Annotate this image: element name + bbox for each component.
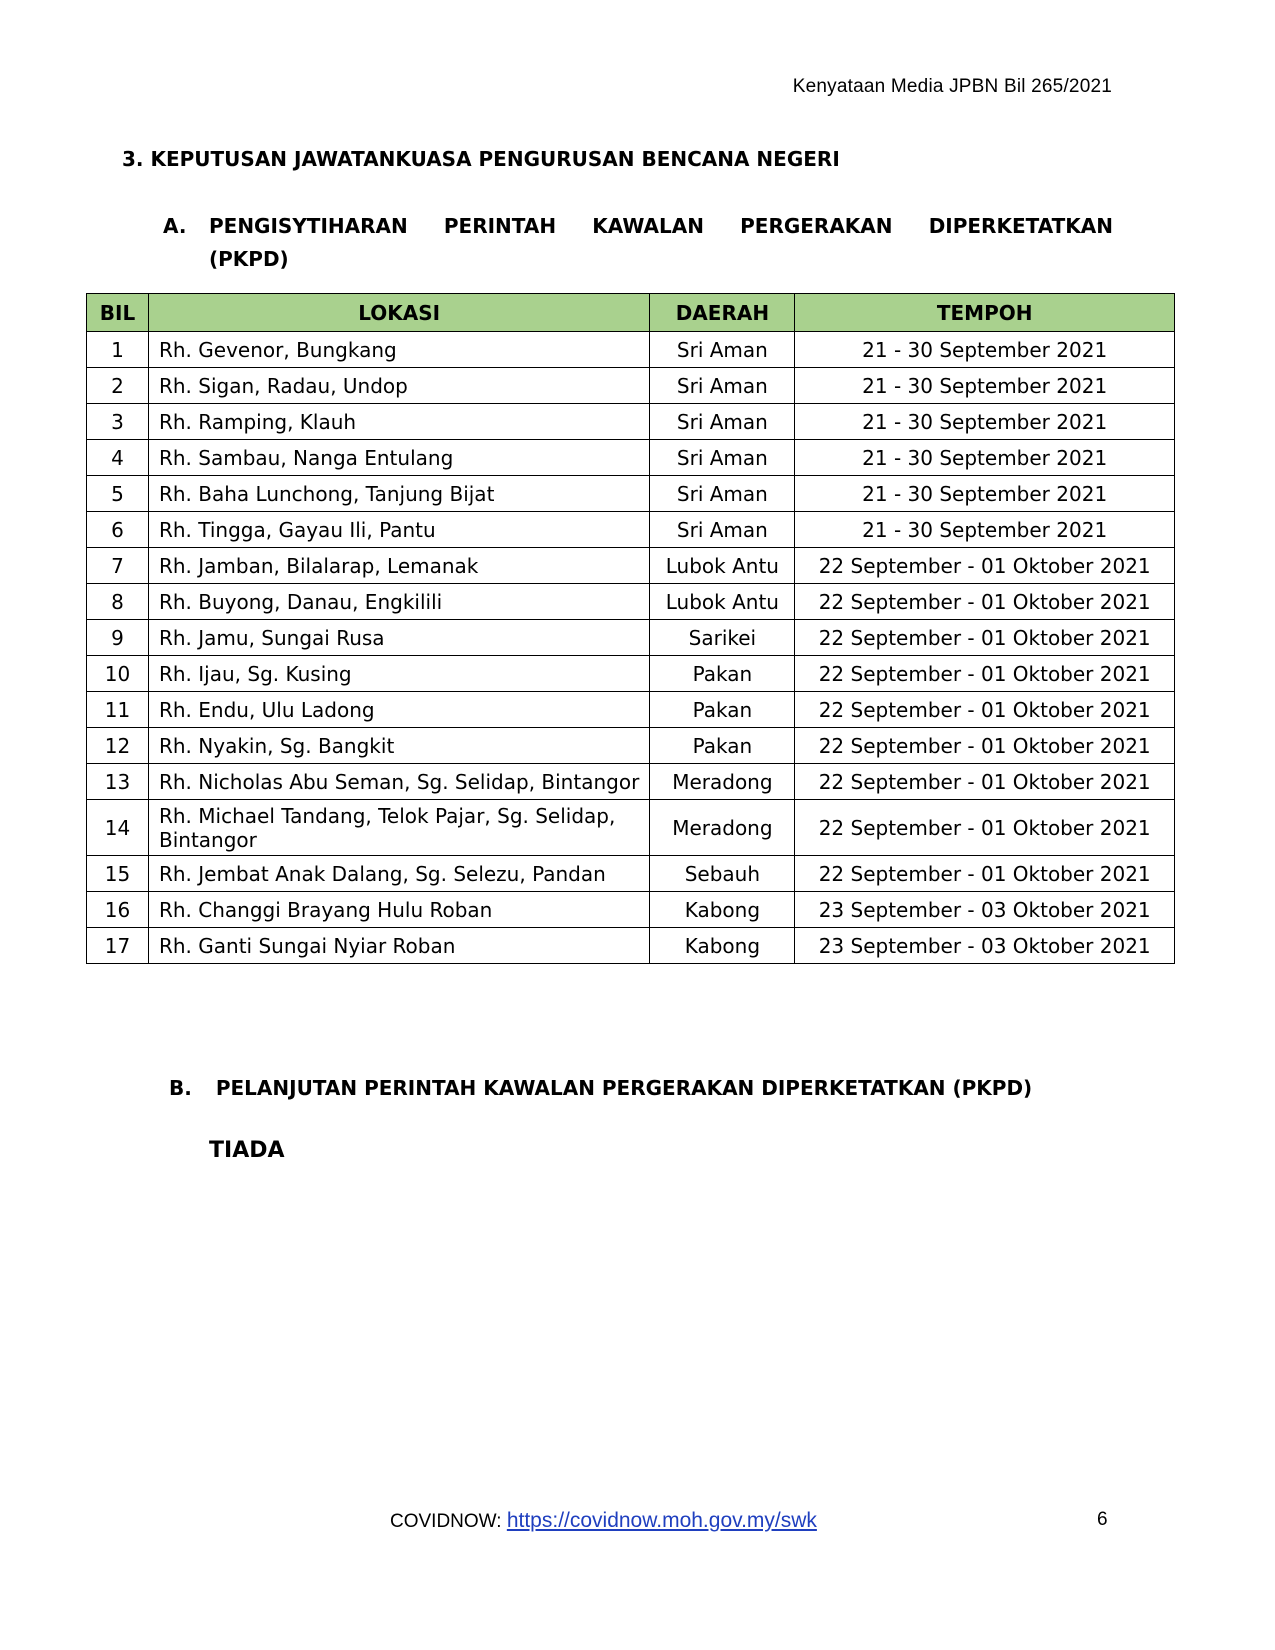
cell-tempoh: 21 - 30 September 2021 [795, 368, 1175, 404]
cell-bil: 6 [87, 512, 149, 548]
cell-daerah: Sri Aman [650, 332, 795, 368]
cell-bil: 15 [87, 856, 149, 892]
table-row [87, 764, 1175, 800]
cell-tempoh: 22 September - 01 Oktober 2021 [795, 656, 1175, 692]
cell-lokasi: Rh. Sambau, Nanga Entulang [148, 440, 649, 476]
cell-daerah: Lubok Antu [650, 548, 795, 584]
cell-daerah: Meradong [650, 800, 795, 856]
cell-tempoh: 22 September - 01 Oktober 2021 [795, 800, 1175, 856]
footer [390, 1509, 817, 1533]
cell-daerah: Kabong [650, 892, 795, 928]
cell-bil: 5 [87, 476, 149, 512]
cell-tempoh: 22 September - 01 Oktober 2021 [795, 728, 1175, 764]
subsection-b-heading [169, 1076, 1032, 1100]
cell-tempoh: 22 September - 01 Oktober 2021 [795, 584, 1175, 620]
cell-bil: 14 [87, 800, 149, 856]
cell-daerah: Sri Aman [650, 476, 795, 512]
table-row [87, 440, 1175, 476]
cell-bil: 1 [87, 332, 149, 368]
table-row [87, 800, 1175, 856]
cell-lokasi: Rh. Jamu, Sungai Rusa [148, 620, 649, 656]
table-row [87, 512, 1175, 548]
header-lokasi: LOKASI [148, 294, 649, 332]
cell-daerah: Sebauh [650, 856, 795, 892]
cell-tempoh: 22 September - 01 Oktober 2021 [795, 620, 1175, 656]
cell-daerah: Meradong [650, 764, 795, 800]
cell-daerah: Kabong [650, 928, 795, 964]
cell-tempoh: 21 - 30 September 2021 [795, 512, 1175, 548]
cell-lokasi: Rh. Sigan, Radau, Undop [148, 368, 649, 404]
cell-daerah: Lubok Antu [650, 584, 795, 620]
cell-tempoh: 21 - 30 September 2021 [795, 332, 1175, 368]
table-row [87, 728, 1175, 764]
table-row [87, 892, 1175, 928]
cell-tempoh: 21 - 30 September 2021 [795, 476, 1175, 512]
cell-lokasi: Rh. Ramping, Klauh [148, 404, 649, 440]
subsection-a-title-line2: (PKPD) [209, 247, 289, 271]
cell-tempoh: 22 September - 01 Oktober 2021 [795, 764, 1175, 800]
cell-bil: 9 [87, 620, 149, 656]
cell-bil: 7 [87, 548, 149, 584]
covidnow-link[interactable]: https://covidnow.moh.gov.my/swk [506, 1509, 817, 1532]
table-row [87, 928, 1175, 964]
cell-bil: 17 [87, 928, 149, 964]
subsection-b-title: PELANJUTAN PERINTAH KAWALAN PERGERAKAN DIPERKETATKAN (PKPD) [215, 1076, 1033, 1100]
cell-bil: 3 [87, 404, 149, 440]
header-tempoh: TEMPOH [795, 294, 1175, 332]
cell-lokasi: Rh. Baha Lunchong, Tanjung Bijat [148, 476, 649, 512]
cell-tempoh: 23 September - 03 Oktober 2021 [795, 892, 1175, 928]
cell-tempoh: 22 September - 01 Oktober 2021 [795, 692, 1175, 728]
cell-lokasi: Rh. Ijau, Sg. Kusing [148, 656, 649, 692]
cell-lokasi: Rh. Tingga, Gayau Ili, Pantu [148, 512, 649, 548]
cell-daerah: Sri Aman [650, 404, 795, 440]
cell-bil: 8 [87, 584, 149, 620]
cell-tempoh: 21 - 30 September 2021 [795, 440, 1175, 476]
cell-bil: 4 [87, 440, 149, 476]
table-row [87, 548, 1175, 584]
cell-lokasi: Rh. Buyong, Danau, Engkilili [148, 584, 649, 620]
cell-bil: 16 [87, 892, 149, 928]
subsection-b-marker: B. [169, 1076, 192, 1100]
table-row [87, 404, 1175, 440]
table-header-row [87, 294, 1175, 332]
footer-label: COVIDNOW: [390, 1511, 507, 1532]
subsection-a-title-line1: PENGISYTIHARAN PERINTAH KAWALAN PERGERAKAN DIPERKETATKAN [209, 214, 1113, 238]
table-body [87, 332, 1175, 964]
cell-bil: 10 [87, 656, 149, 692]
cell-lokasi: Rh. Gevenor, Bungkang [148, 332, 649, 368]
cell-lokasi: Rh. Michael Tandang, Telok Pajar, Sg. Selidap, Bintangor [148, 800, 649, 856]
cell-bil: 13 [87, 764, 149, 800]
header-bil: BIL [87, 294, 149, 332]
page-number: 6 [1097, 1509, 1108, 1530]
cell-lokasi: Rh. Jamban, Bilalarap, Lemanak [148, 548, 649, 584]
cell-daerah: Pakan [650, 656, 795, 692]
cell-tempoh: 21 - 30 September 2021 [795, 404, 1175, 440]
header-daerah: DAERAH [650, 294, 795, 332]
pkpd-table [86, 293, 1175, 964]
cell-lokasi: Rh. Nicholas Abu Seman, Sg. Selidap, Bintangor [148, 764, 649, 800]
subsection-a-marker: A. [163, 214, 187, 238]
cell-lokasi: Rh. Nyakin, Sg. Bangkit [148, 728, 649, 764]
table-row [87, 692, 1175, 728]
table-row [87, 368, 1175, 404]
table-row [87, 620, 1175, 656]
cell-bil: 12 [87, 728, 149, 764]
section-title: 3. KEPUTUSAN JAWATANKUASA PENGURUSAN BENCANA NEGERI [122, 147, 840, 171]
cell-lokasi: Rh. Ganti Sungai Nyiar Roban [148, 928, 649, 964]
cell-daerah: Sarikei [650, 620, 795, 656]
cell-daerah: Sri Aman [650, 512, 795, 548]
cell-bil: 11 [87, 692, 149, 728]
cell-daerah: Pakan [650, 692, 795, 728]
cell-lokasi: Rh. Changgi Brayang Hulu Roban [148, 892, 649, 928]
cell-tempoh: 22 September - 01 Oktober 2021 [795, 548, 1175, 584]
table-row [87, 476, 1175, 512]
table-row [87, 656, 1175, 692]
cell-daerah: Sri Aman [650, 440, 795, 476]
table-row [87, 332, 1175, 368]
media-statement-reference: Kenyataan Media JPBN Bil 265/2021 [792, 76, 1112, 97]
cell-tempoh: 22 September - 01 Oktober 2021 [795, 856, 1175, 892]
cell-daerah: Sri Aman [650, 368, 795, 404]
table-row [87, 584, 1175, 620]
cell-lokasi: Rh. Endu, Ulu Ladong [148, 692, 649, 728]
cell-tempoh: 23 September - 03 Oktober 2021 [795, 928, 1175, 964]
subsection-b-content: TIADA [209, 1138, 285, 1163]
cell-lokasi: Rh. Jembat Anak Dalang, Sg. Selezu, Pandan [148, 856, 649, 892]
cell-bil: 2 [87, 368, 149, 404]
table-row [87, 856, 1175, 892]
cell-daerah: Pakan [650, 728, 795, 764]
